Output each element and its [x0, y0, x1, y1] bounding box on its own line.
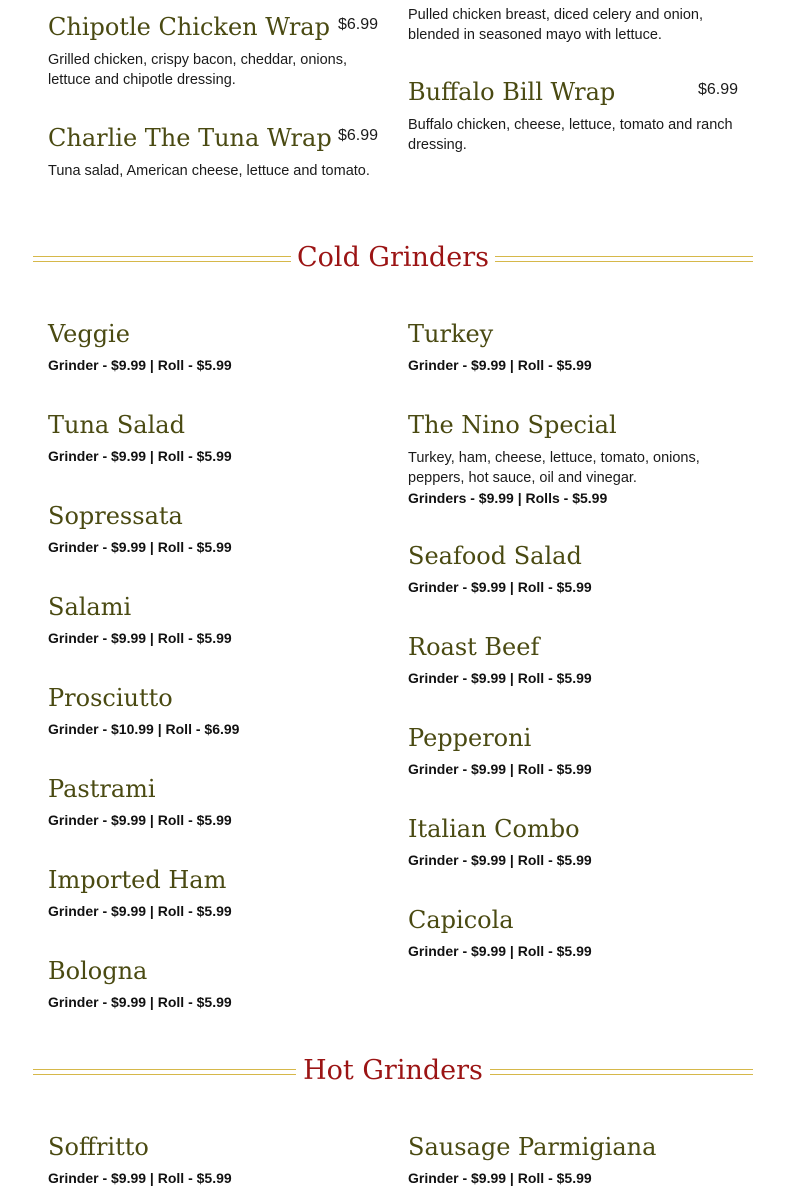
- item-name: Turkey: [408, 320, 494, 348]
- item-name: Bologna: [48, 957, 148, 985]
- divider-rule: [490, 1069, 753, 1075]
- menu-item: [48, 683, 378, 739]
- item-pricing: Grinder - $9.99 | Roll - $5.99: [48, 994, 232, 1010]
- item-name: Italian Combo: [408, 815, 580, 843]
- item-description: Pulled chicken breast, diced celery and onion, blended in seasoned mayo with lettuce.: [408, 7, 704, 43]
- item-name: Buffalo Bill Wrap: [408, 78, 616, 106]
- item-pricing: Grinder - $9.99 | Roll - $5.99: [48, 539, 232, 555]
- item-pricing: Grinder - $9.99 | Roll - $5.99: [48, 812, 232, 828]
- section-title: Hot Grinders: [303, 1055, 483, 1086]
- item-name: Sausage Parmigiana: [408, 1133, 657, 1161]
- item-pricing: Grinder - $9.99 | Roll - $5.99: [48, 630, 232, 646]
- menu-item: [48, 1132, 378, 1188]
- item-name: Seafood Salad: [408, 542, 582, 570]
- menu-item: [408, 814, 738, 870]
- item-pricing: Grinder - $9.99 | Roll - $5.99: [408, 761, 592, 777]
- item-name: Prosciutto: [48, 684, 173, 712]
- menu-item: [408, 410, 738, 508]
- item-name: Tuna Salad: [48, 411, 185, 439]
- menu-item: [408, 541, 738, 597]
- menu-item: [48, 774, 378, 830]
- item-description: Turkey, ham, cheese, lettuce, tomato, onions, peppers, hot sauce, oil and vinegar.: [408, 450, 700, 486]
- menu-item: [48, 956, 378, 1012]
- menu-item: [408, 77, 738, 155]
- item-pricing: Grinder - $10.99 | Roll - $6.99: [48, 721, 240, 737]
- item-name: Sopressata: [48, 502, 183, 530]
- item-name: Salami: [48, 593, 132, 621]
- menu-item: [48, 410, 378, 466]
- menu-item-partial: [408, 5, 738, 45]
- section-header-hot-grinders: [33, 1053, 753, 1089]
- item-name: Soffritto: [48, 1133, 149, 1161]
- item-pricing: Grinder - $9.99 | Roll - $5.99: [408, 357, 592, 373]
- item-pricing: Grinder - $9.99 | Roll - $5.99: [408, 1170, 592, 1186]
- item-description: Tuna salad, American cheese, lettuce and tomato.: [48, 163, 370, 179]
- item-name: Roast Beef: [408, 633, 540, 661]
- menu-item: [408, 723, 738, 779]
- item-pricing: Grinders - $9.99 | Rolls - $5.99: [408, 490, 608, 506]
- item-name: The Nino Special: [408, 411, 617, 439]
- item-pricing: Grinder - $9.99 | Roll - $5.99: [48, 357, 232, 373]
- item-pricing: Grinder - $9.99 | Roll - $5.99: [408, 943, 592, 959]
- item-pricing: Grinder - $9.99 | Roll - $5.99: [48, 1170, 232, 1186]
- item-description: Buffalo chicken, cheese, lettuce, tomato and ranch dressing.: [408, 117, 733, 153]
- item-name: Charlie The Tuna Wrap: [48, 124, 332, 152]
- item-name: Imported Ham: [48, 866, 227, 894]
- menu-item: [48, 592, 378, 648]
- item-name: Capicola: [408, 906, 514, 934]
- section-title: Cold Grinders: [297, 242, 489, 273]
- menu-item: [408, 1132, 738, 1188]
- item-pricing: Grinder - $9.99 | Roll - $5.99: [48, 448, 232, 464]
- item-pricing: Grinder - $9.99 | Roll - $5.99: [48, 903, 232, 919]
- menu-item: [48, 12, 378, 90]
- item-name: Veggie: [48, 320, 130, 348]
- menu-item: [408, 319, 738, 375]
- menu-item: [48, 501, 378, 557]
- item-pricing: Grinder - $9.99 | Roll - $5.99: [408, 579, 592, 595]
- item-name: Pastrami: [48, 775, 156, 803]
- item-price: $6.99: [337, 127, 378, 144]
- item-pricing: Grinder - $9.99 | Roll - $5.99: [408, 670, 592, 686]
- menu-item: [408, 632, 738, 688]
- menu-item: [48, 865, 378, 921]
- menu-item: [48, 319, 378, 375]
- section-header-cold-grinders: [33, 240, 753, 276]
- item-name: Pepperoni: [408, 724, 532, 752]
- item-price: $6.99: [697, 81, 738, 98]
- divider-rule: [495, 256, 753, 262]
- menu-item: [48, 123, 378, 181]
- item-price: $6.99: [337, 16, 378, 33]
- item-pricing: Grinder - $9.99 | Roll - $5.99: [408, 852, 592, 868]
- item-description: Grilled chicken, crispy bacon, cheddar, onions, lettuce and chipotle dressing.: [48, 52, 348, 88]
- menu-item: [408, 905, 738, 961]
- item-name: Chipotle Chicken Wrap: [48, 13, 330, 41]
